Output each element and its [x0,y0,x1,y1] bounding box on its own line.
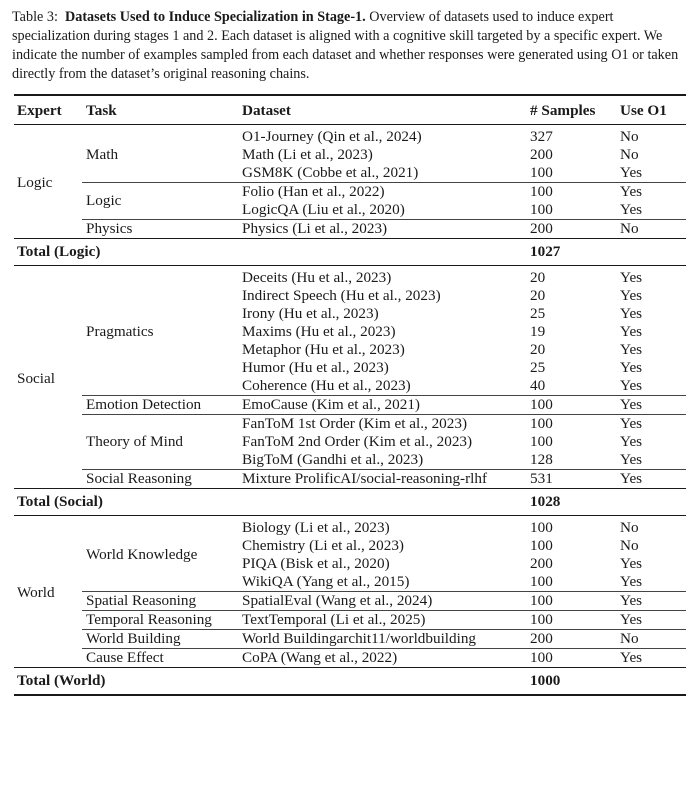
use-o1-value: Yes [620,305,643,322]
total-row [14,239,686,266]
use-o1-cell [620,649,686,668]
logic-section [14,125,686,266]
dataset-name: Chemistry (Li et al., 2023) [242,537,404,554]
expert-cell: World [17,584,55,601]
table-caption [12,8,688,84]
dataset-name: Irony (Hu et al., 2023) [242,305,379,322]
dataset-name: BigToM (Gandhi et al., 2023) [242,451,424,468]
sample-count: 200 [530,555,553,572]
use-o1-value: No [620,537,639,554]
task-cell: Pragmatics [86,323,154,340]
sample-count: 100 [530,519,553,536]
header-expert: Expert [17,102,62,119]
samples-cell [530,269,620,396]
sample-count: 100 [530,611,553,628]
task-group-row [14,649,686,668]
use-o1-cell [620,396,686,415]
total-empty-cell [620,489,686,516]
task-cell: Theory of Mind [82,415,242,470]
task-cell: Temporal Reasoning [82,611,242,630]
use-o1-value: Yes [620,555,643,572]
use-o1-value: Yes [620,451,643,468]
dataset-name: SpatialEval (Wang et al., 2024) [242,592,433,609]
use-o1-value: Yes [620,611,643,628]
dataset-name: World Buildingarchit11/worldbuilding [242,630,477,647]
samples-cell [530,519,620,592]
samples-cell [530,611,620,630]
samples-cell [530,649,620,668]
sample-count: 20 [530,269,546,286]
dataset-name: CoPA (Wang et al., 2022) [242,649,398,666]
sample-count: 100 [530,164,553,181]
dataset-name: Mixture ProlificAI/social-reasoning-rlhf [242,470,488,487]
dataset-cell [242,611,530,630]
use-o1-value: Yes [620,415,643,432]
total-value: 1027 [530,243,561,260]
dataset-name: EmoCause (Kim et al., 2021) [242,396,420,413]
expert-cell: Logic [17,174,53,191]
sample-count: 25 [530,359,546,376]
sample-count: 200 [530,630,553,647]
use-o1-cell [620,519,686,592]
header-dataset: Dataset [242,102,291,119]
use-o1-value: No [620,146,639,163]
use-o1-value: Yes [620,396,643,413]
task-group-row [14,183,686,220]
dataset-cell [242,592,530,611]
dataset-name: Math (Li et al., 2023) [242,146,373,163]
header-samples: # Samples [530,102,596,119]
expert-cell: Social [17,369,55,387]
use-o1-cell [620,592,686,611]
dataset-cell [242,415,530,470]
samples-cell [530,183,620,220]
social-section [14,266,686,516]
sample-count: 100 [530,433,553,450]
total-row [14,668,686,696]
header-use-o1: Use O1 [620,102,667,119]
samples-cell [530,128,620,183]
use-o1-value: No [620,630,639,647]
task-cell: Math [86,146,119,163]
task-group-row [14,220,686,239]
dataset-name: O1-Journey (Qin et al., 2024) [242,128,422,145]
sample-count: 100 [530,201,553,218]
dataset-cell [242,630,530,649]
sample-count: 200 [530,146,553,163]
dataset-name: PIQA (Bisk et al., 2020) [242,555,390,572]
dataset-cell [242,649,530,668]
task-cell: Logic [82,183,242,220]
sample-count: 100 [530,183,553,200]
use-o1-value: No [620,128,639,145]
use-o1-cell [620,415,686,470]
total-row [14,489,686,516]
use-o1-value: Yes [620,470,643,487]
dataset-name: FanToM 2nd Order (Kim et al., 2023) [242,433,473,450]
use-o1-value: Yes [620,433,643,450]
dataset-cell [242,396,530,415]
sample-count: 40 [530,377,546,394]
use-o1-cell [620,630,686,649]
world-section [14,516,686,696]
dataset-name: Physics (Li et al., 2023) [242,220,388,237]
use-o1-cell [620,611,686,630]
task-group-row [14,269,686,396]
datasets-table [14,94,686,696]
dataset-cell [242,269,530,396]
total-label: Total (Logic) [17,243,101,260]
use-o1-value: No [620,220,639,237]
sample-count: 100 [530,649,553,666]
use-o1-value: Yes [620,164,643,181]
sample-count: 100 [530,573,553,590]
use-o1-value: Yes [620,341,643,358]
use-o1-cell [620,128,686,183]
task-group-row [14,128,686,183]
dataset-name: FanToM 1st Order (Kim et al., 2023) [242,415,468,432]
sample-count: 19 [530,323,546,340]
use-o1-value: Yes [620,201,643,218]
use-o1-cell [620,470,686,489]
task-cell: Social Reasoning [82,470,242,489]
use-o1-value: Yes [620,573,643,590]
use-o1-value: Yes [620,359,643,376]
total-empty-cell [620,239,686,266]
use-o1-value: Yes [620,323,643,340]
dataset-cell [242,128,530,183]
task-cell: Spatial Reasoning [82,592,242,611]
task-group-row [14,630,686,649]
samples-cell [530,220,620,239]
total-label: Total (World) [17,672,106,689]
header-task: Task [86,102,117,119]
use-o1-value: Yes [620,269,643,286]
use-o1-value: Yes [620,287,643,304]
sample-count: 531 [530,470,553,487]
samples-cell [530,396,620,415]
sample-count: 100 [530,592,553,609]
dataset-name: Indirect Speech (Hu et al., 2023) [242,287,441,304]
task-group-row [14,470,686,489]
task-cell: Cause Effect [82,649,242,668]
dataset-name: Metaphor (Hu et al., 2023) [242,341,405,358]
table-header-row [14,95,686,125]
sample-count: 20 [530,341,546,358]
samples-cell [530,470,620,489]
task-group-row [14,519,686,592]
sample-count: 20 [530,287,546,304]
dataset-cell [242,220,530,239]
samples-cell [530,592,620,611]
dataset-name: Maxims (Hu et al., 2023) [242,323,396,340]
dataset-cell [242,519,530,592]
use-o1-value: Yes [620,377,643,394]
use-o1-cell [620,183,686,220]
dataset-name: Coherence (Hu et al., 2023) [242,377,411,394]
dataset-cell [242,470,530,489]
caption-label: Table 3: [12,9,58,25]
sample-count: 200 [530,220,553,237]
task-group-row [14,396,686,415]
dataset-name: Deceits (Hu et al., 2023) [242,269,392,286]
sample-count: 100 [530,537,553,554]
caption-title: Datasets Used to Induce Specialization in Stage-1. [64,9,366,25]
dataset-name: TextTemporal (Li et al., 2025) [242,611,426,628]
use-o1-value: No [620,519,639,536]
samples-cell [530,630,620,649]
sample-count: 128 [530,451,553,468]
dataset-name: LogicQA (Liu et al., 2020) [242,201,405,218]
dataset-name: Biology (Li et al., 2023) [242,519,390,536]
use-o1-cell [620,269,686,396]
task-cell: World Knowledge [86,546,198,563]
total-value: 1000 [530,672,561,689]
samples-cell [530,415,620,470]
total-label: Total (Social) [17,493,103,510]
task-group-row [14,592,686,611]
use-o1-value: Yes [620,649,643,666]
total-value: 1028 [530,493,561,510]
use-o1-value: Yes [620,183,643,200]
task-cell: Emotion Detection [82,396,242,415]
use-o1-value: Yes [620,592,643,609]
task-cell: Physics [82,220,242,239]
sample-count: 327 [530,128,553,145]
sample-count: 100 [530,415,553,432]
task-cell: World Building [82,630,242,649]
total-empty-cell [620,668,686,696]
sample-count: 100 [530,396,553,413]
task-group-row [14,415,686,470]
dataset-name: Folio (Han et al., 2022) [242,183,385,200]
caption-body: Overview of datasets used to induce expert specialization during stages 1 and 2. Each dataset is aligned with a cognitive skill targeted by a specific expert. We indicate the number of examples sampled from each dataset and whether responses were generated using O1 or taken directly from the dataset’s original reasoning chains. [12,9,679,82]
dataset-name: GSM8K (Cobbe et al., 2021) [242,164,419,181]
dataset-name: Humor (Hu et al., 2023) [242,359,389,376]
task-group-row [14,611,686,630]
dataset-name: WikiQA (Yang et al., 2015) [242,573,410,590]
use-o1-cell [620,220,686,239]
sample-count: 25 [530,305,546,322]
dataset-cell [242,183,530,220]
